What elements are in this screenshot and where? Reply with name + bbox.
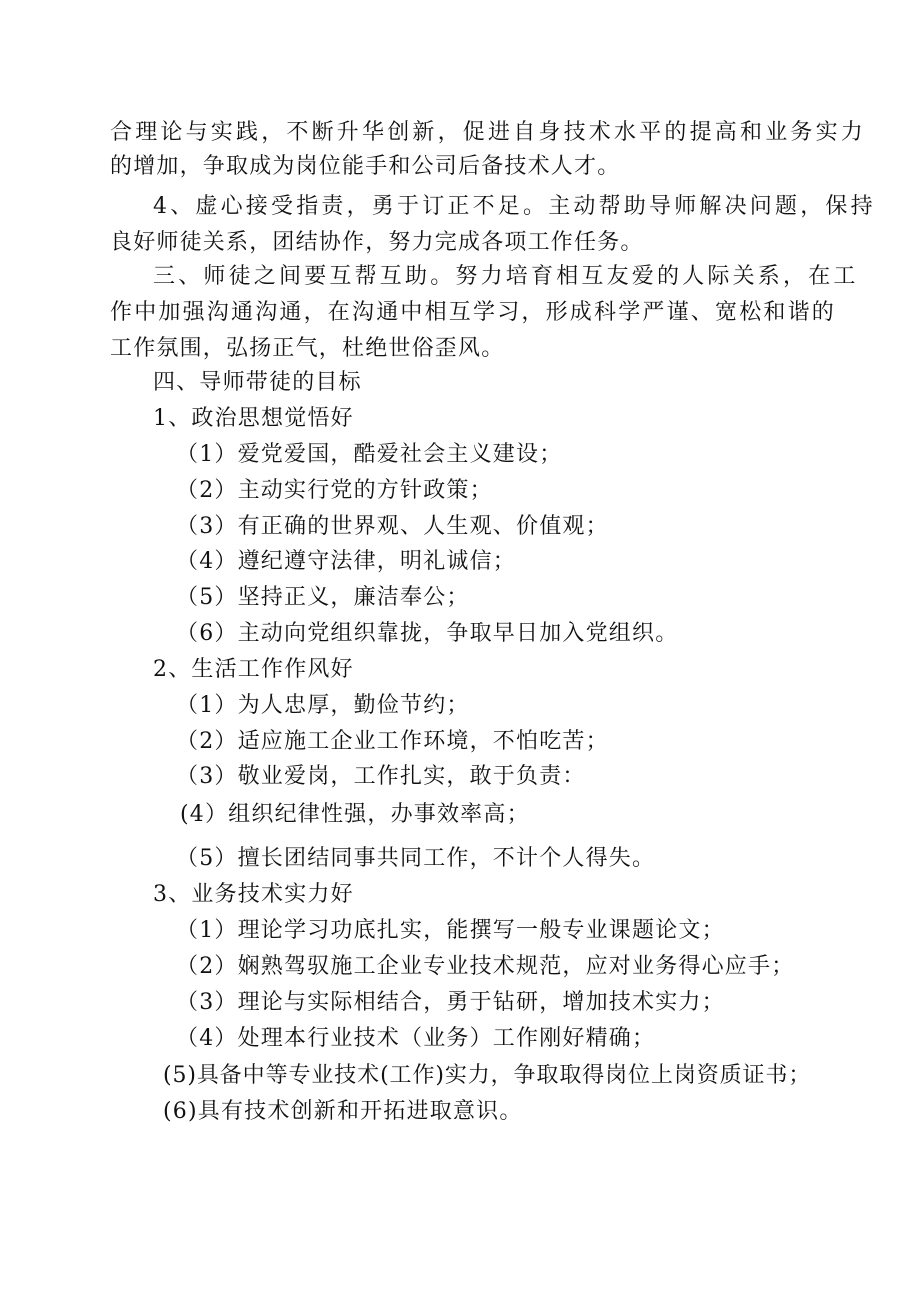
list-item: (5)具备中等专业技术(工作)实力，争取取得岗位上岗资质证书； (163, 1063, 812, 1088)
list-item: （1）爱党爱国，酷爱社会主义建设； (176, 442, 563, 467)
paragraph-line: 4、虚心接受指责，勇于订正不足。主动帮助导师解决问题，保持 (153, 194, 876, 219)
list-item: （3）理论与实际相结合，勇于钻研，增加技术实力； (176, 990, 725, 1015)
list-item: （3）有正确的世界观、人生观、价值观； (176, 514, 609, 539)
section-heading: 三、师徒之间要互帮互助。努力培育相互友爱的人际关系，在工 (153, 264, 859, 289)
list-item: （3）敬业爱岗，工作扎实，敢于负责： (176, 764, 586, 789)
list-item: （2）娴熟驾驭施工企业专业技术规范，应对业务得心应手； (176, 954, 795, 979)
paragraph-line: 作中加强沟通沟通，在沟通中相互学习，形成科学严谨、宽松和谐的 (110, 300, 837, 325)
list-item: （2）适应施工企业工作环境，不怕吃苦； (176, 729, 609, 754)
list-item: （5）坚持正义，廉洁奉公； (176, 585, 470, 610)
subsection-heading: 1、政治思想觉悟好 (153, 406, 354, 431)
subsection-heading: 2、生活工作作风好 (153, 657, 354, 682)
paragraph-line: 工作氛围，弘扬正气，杜绝世俗歪风。 (110, 336, 505, 361)
list-item: （4）处理本行业技术（业务）工作刚好精确； (176, 1026, 656, 1051)
list-item: (6)具有技术创新和开拓进取意识。 (163, 1099, 523, 1124)
list-item: （4）遵纪遵守法律，明礼诚信； (176, 549, 516, 574)
list-item: （5）擅长团结同事共同工作，不计个人得失。 (176, 846, 656, 871)
list-item: （1）理论学习功底扎实，能撰写一般专业课题论文； (176, 918, 725, 943)
subsection-heading: 3、业务技术实力好 (153, 882, 354, 907)
paragraph-line: 良好师徒关系，团结协作，努力完成各项工作任务。 (110, 230, 644, 255)
paragraph-line: 的增加，争取成为岗位能手和公司后备技术人才。 (110, 154, 621, 179)
list-item: （1）为人忠厚，勤俭节约； (176, 693, 470, 718)
list-item: （6）主动向党组织靠拢，争取早日加入党组织。 (176, 621, 679, 646)
list-item: (4）组织纪律性强，办事效率高； (180, 802, 530, 827)
list-item: （2）主动实行党的方针政策； (176, 478, 493, 503)
section-heading: 四、导师带徒的目标 (153, 370, 362, 395)
paragraph-line: 合理论与实践，不断升华创新，促进自身技术水平的提高和业务实力 (110, 120, 867, 145)
